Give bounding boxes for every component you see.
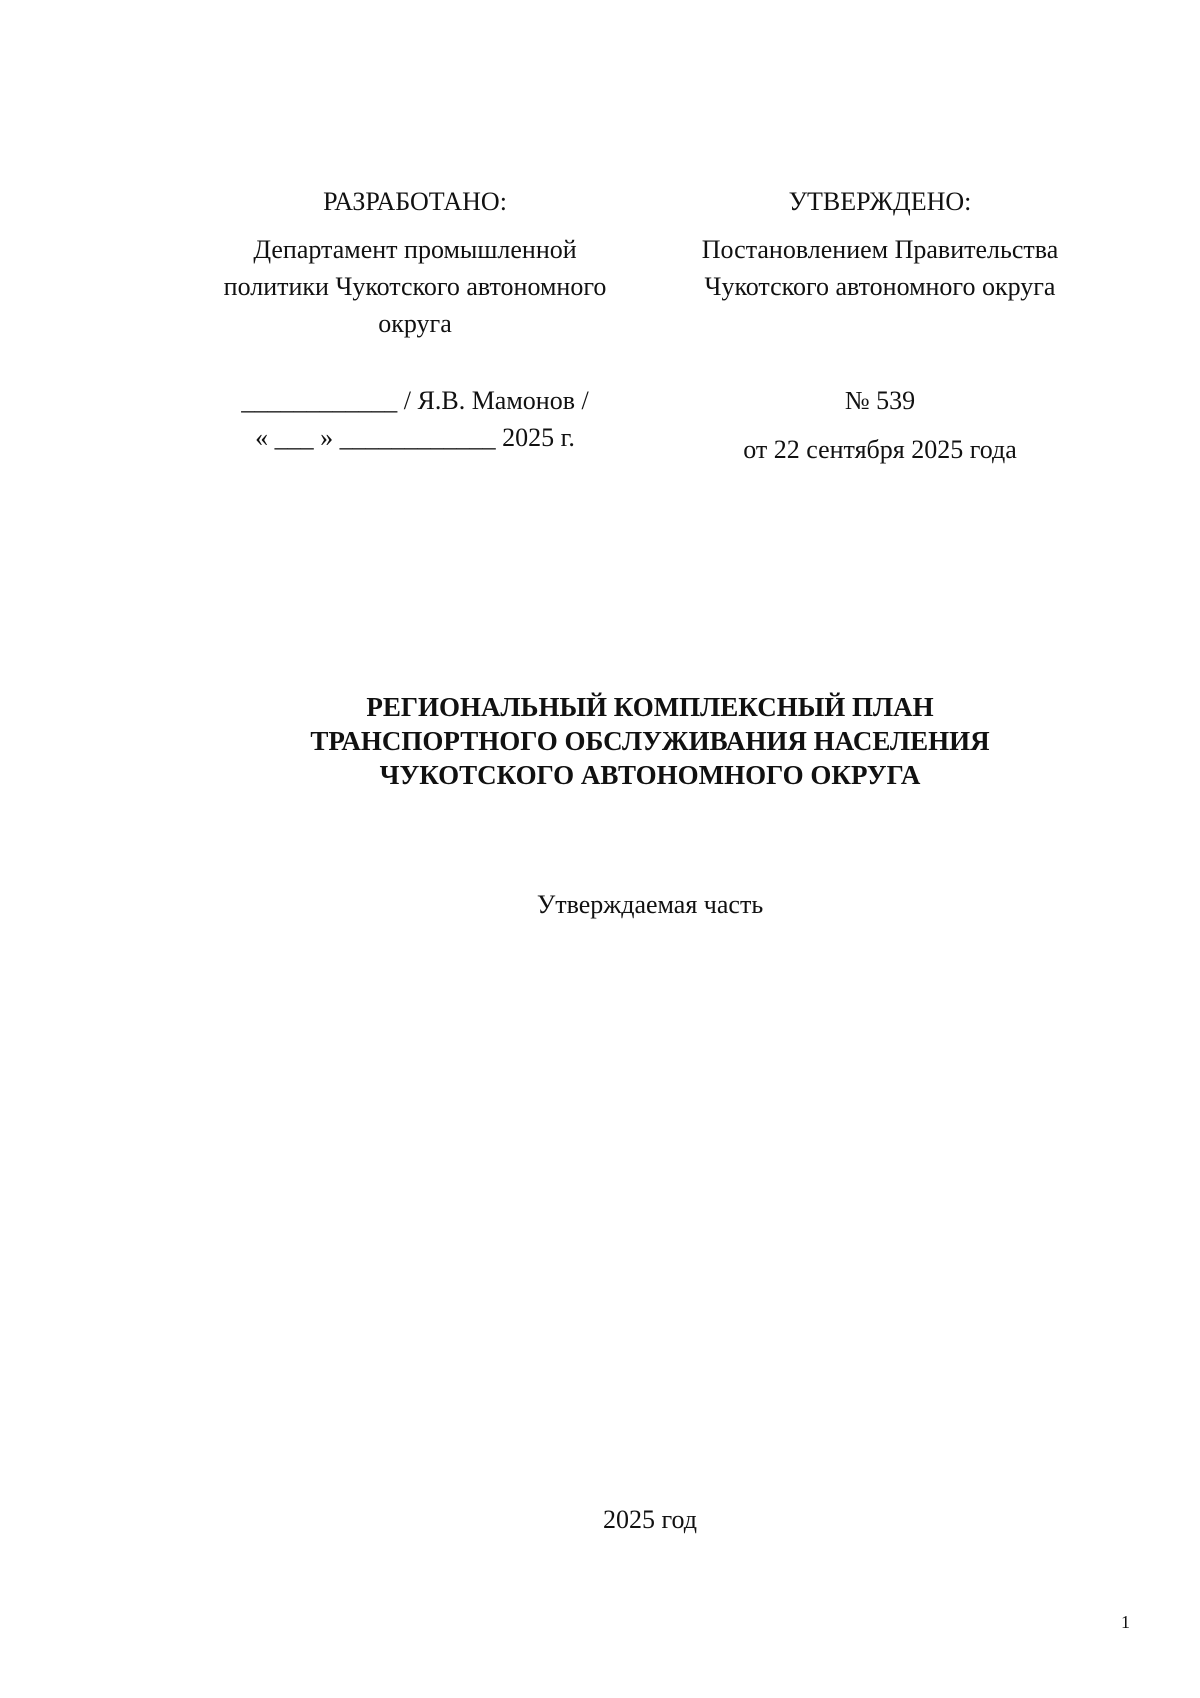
document-title — [200, 690, 1100, 792]
signature-date-line: « ___ » ____________ 2025 г. — [255, 423, 575, 452]
document-year: 2025 год — [603, 1505, 697, 1534]
title-line: ТРАНСПОРТНОГО ОБСЛУЖИВАНИЯ НАСЕЛЕНИЯ — [310, 726, 990, 756]
document-subtitle: Утверждаемая часть — [536, 890, 764, 919]
approved-heading: УТВЕРЖДЕНО: — [788, 187, 972, 216]
developed-org-line: политики Чукотского автономного — [223, 272, 607, 301]
approved-authority-line: Постановлением Правительства — [701, 235, 1059, 264]
resolution-number: № 539 — [844, 386, 916, 415]
developed-org-line: Департамент промышленной — [253, 235, 577, 264]
developed-org-line: округа — [378, 309, 452, 338]
page-number: 1 — [1121, 1612, 1130, 1632]
approved-authority-line: Чукотского автономного округа — [704, 272, 1056, 301]
resolution-date: от 22 сентября 2025 года — [743, 435, 1017, 464]
developed-organization — [180, 231, 650, 342]
developed-heading: РАЗРАБОТАНО: — [323, 187, 507, 216]
signature-line: ____________ / Я.В. Мамонов / — [241, 386, 589, 415]
title-line: РЕГИОНАЛЬНЫЙ КОМПЛЕКСНЫЙ ПЛАН — [366, 692, 934, 722]
approved-authority — [670, 231, 1090, 305]
title-line: ЧУКОТСКОГО АВТОНОМНОГО ОКРУГА — [379, 760, 921, 790]
